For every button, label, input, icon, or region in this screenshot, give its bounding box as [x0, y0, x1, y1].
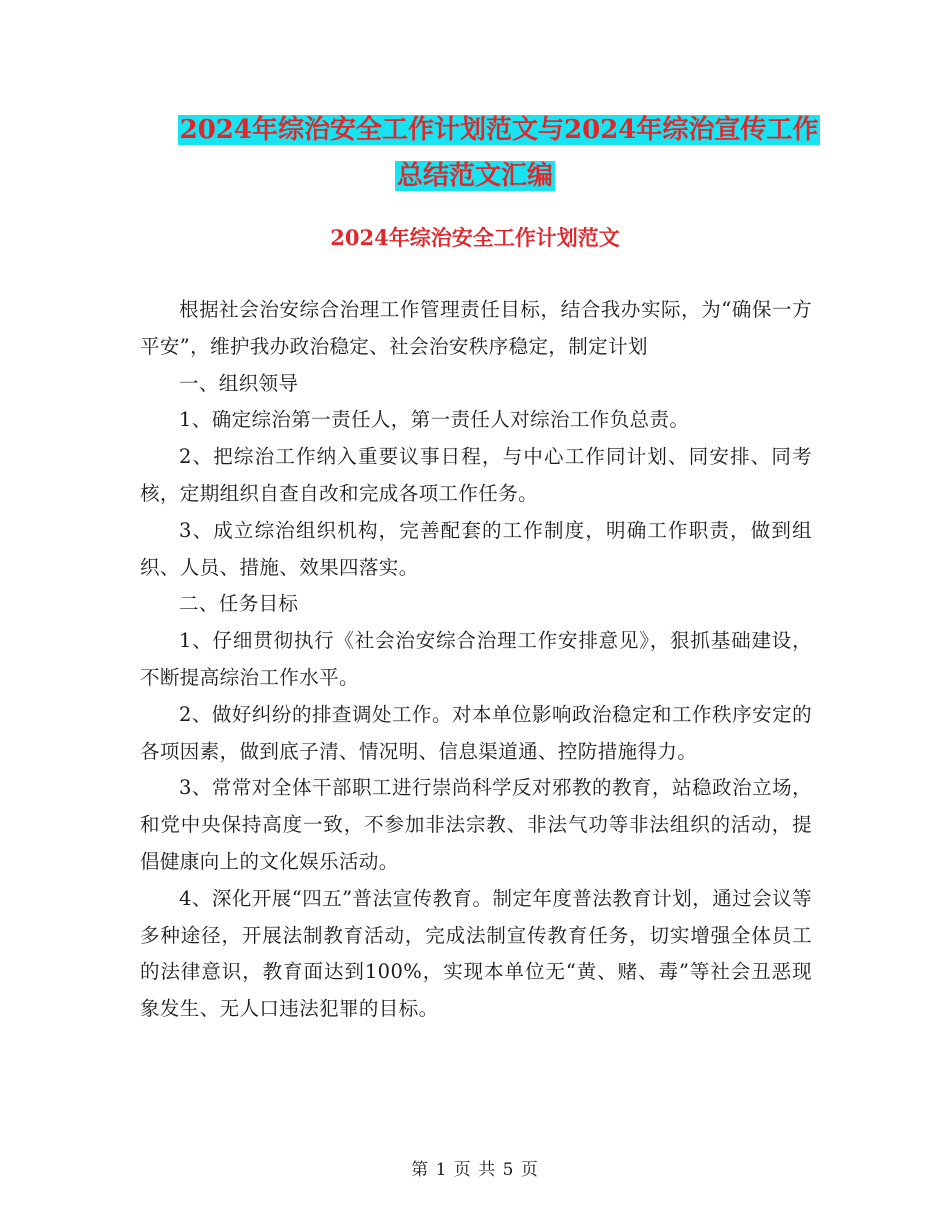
- paragraph-task-2: 2、做好纠纷的排查调处工作。对本单位影响政治稳定和工作秩序安定的各项因素，做到底子清、情况明、信息渠道通、控防措施得力。: [140, 702, 812, 763]
- paragraph-org-3: 3、成立综治组织机构，完善配套的工作制度，明确工作职责，做到组织、人员、措施、效果四落实。: [140, 518, 812, 579]
- paragraph-task-3: 3、常常对全体干部职工进行崇尚科学反对邪教的教育，站稳政治立场，和党中央保持高度一致，不参加非法宗教、非法气功等非法组织的活动，提倡健康向上的文化娱乐活动。: [140, 776, 812, 873]
- heading-task-goals: 二、任务目标: [179, 592, 299, 616]
- document-title-line-2: [0, 156, 950, 196]
- paragraph-org-2: 2、把综治工作纳入重要议事日程，与中心工作同计划、同安排、同考核，定期组织自查自改和完成各项工作任务。: [140, 445, 812, 505]
- paragraph-intro: 根据社会治安综合治理工作管理责任目标，结合我办实际，为“确保一方平安”，维护我办政治稳定、社会治安秩序稳定，制定计划: [140, 298, 812, 358]
- document-body: [140, 292, 812, 1028]
- paragraph-task-1: 1、仔细贯彻执行《社会治安综合治理工作安排意见》，狠抓基础建设，不断提高综治工作水平。: [140, 629, 812, 689]
- document-title-line-1: [24, 110, 950, 150]
- paragraph-org-1: 1、确定综治第一责任人，第一责任人对综治工作负总责。: [179, 408, 690, 432]
- document-title-text-2: 总结范文汇编: [396, 161, 553, 191]
- document-title-text-1: 2024年综治安全工作计划范文与2024年综治宣传工作: [179, 115, 819, 145]
- paragraph-task-4: 4、深化开展“四五”普法宣传教育。制定年度普法教育计划，通过会议等多种途径，开展法制教育活动，完成法制宣传教育任务，切实增强全体员工的法律意识，教育面达到100%，实现本单位无“黄、赌、毒”等社会丑恶现象发生、无人口违法犯罪的目标。: [140, 886, 812, 1021]
- section-title: 2024年综治安全工作计划范文: [330, 225, 620, 250]
- page-number-footer: 第 1 页 共 5 页: [411, 1160, 539, 1180]
- heading-organization: 一、组织领导: [179, 371, 299, 395]
